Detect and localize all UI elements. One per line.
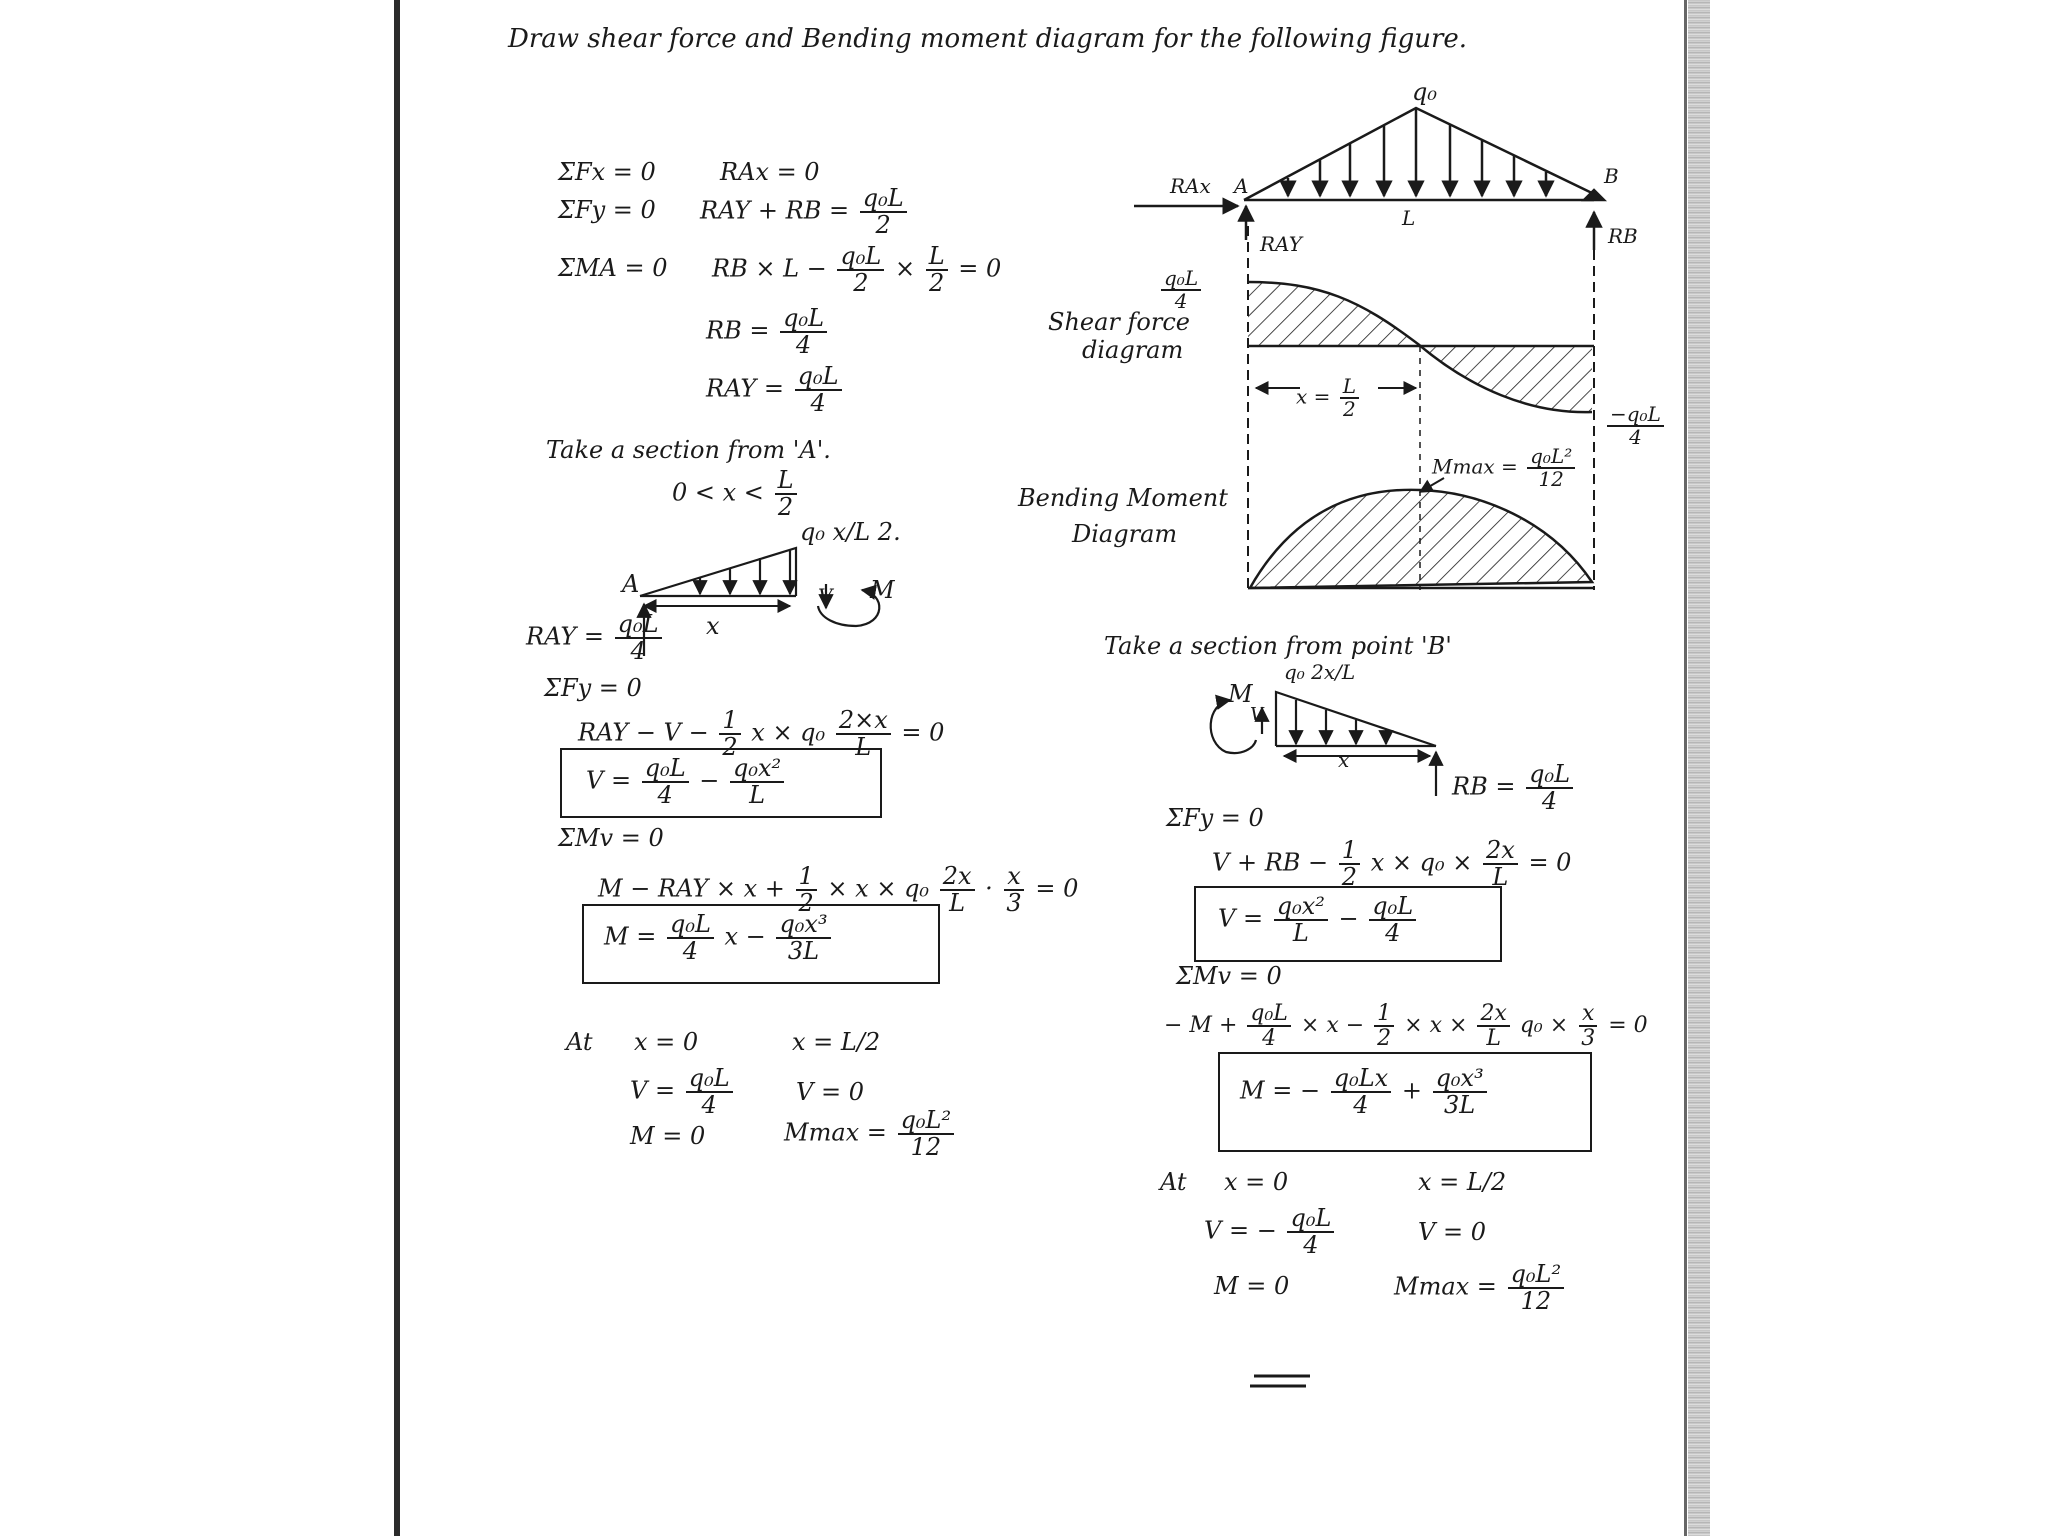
fig-span-label: L bbox=[1402, 206, 1416, 230]
left-at-label: At bbox=[566, 1028, 593, 1056]
bmd-hatched-area bbox=[1250, 490, 1592, 588]
left-fbd-ray-label: RAY = $\frac{\text{q₀L}}{4}$ bbox=[526, 612, 665, 664]
right-sum-mv: ΣMv = 0 bbox=[1176, 962, 1282, 990]
sum-ma-eq: ΣMA = 0 bbox=[558, 254, 668, 282]
right-m-at-x0: M = 0 bbox=[1214, 1272, 1290, 1300]
left-v-at-x0: V = $\frac{\text{q₀L}}{4}$ bbox=[630, 1066, 736, 1118]
left-fbd-load bbox=[640, 548, 796, 596]
left-sum-fy: ΣFy = 0 bbox=[544, 674, 642, 702]
left-shear-result: V = $\frac{\text{q₀L}}{4}$ − $\frac{\text{q₀x²}}{L}$ bbox=[586, 756, 787, 808]
left-fbd-x-label: x bbox=[706, 612, 720, 640]
sum-fx-eq: ΣFx = 0 bbox=[558, 158, 656, 186]
right-moment-eq: − M + $\frac{\text{q₀L}}{4}$ × x − $\frac{1}{2}$ × x × $\frac{2x}{L}$ q₀ × $\frac{x}{3}$ = 0 bbox=[1164, 1001, 1648, 1052]
right-fbd-moment-arc bbox=[1211, 700, 1256, 753]
left-fbd-moment-arc bbox=[818, 590, 879, 626]
left-at-x0: x = 0 bbox=[634, 1028, 699, 1056]
right-at-xhalf: x = L/2 bbox=[1418, 1168, 1507, 1196]
right-v-at-x0: V = − $\frac{\text{q₀L}}{4}$ bbox=[1204, 1206, 1337, 1258]
left-mmax: Mmax = $\frac{\text{q₀L²}}{12}$ bbox=[784, 1108, 957, 1160]
right-shear-result: V = $\frac{\text{q₀x²}}{L}$ − $\frac{\text{q₀L}}{4}$ bbox=[1218, 894, 1419, 946]
left-moment-result: M = $\frac{\text{q₀L}}{4}$ x − $\frac{\text{q₀x³}}{3L}$ bbox=[604, 912, 834, 964]
right-fbd-x-label: x bbox=[1338, 748, 1350, 772]
right-v-at-xhalf: V = 0 bbox=[1418, 1218, 1486, 1246]
moment-a-eq: RB × L − $\frac{\text{q₀L}}{2}$ × $\frac{L}{2}$ = 0 bbox=[712, 242, 1002, 298]
bmd-title-line2: Diagram bbox=[1072, 520, 1178, 548]
triangular-load-outline bbox=[1244, 108, 1594, 200]
left-v-at-xhalf: V = 0 bbox=[796, 1078, 864, 1106]
fig-rb-label: RB bbox=[1608, 224, 1638, 248]
right-fbd bbox=[1211, 692, 1436, 796]
left-moment-eq: M − RAY × x + $\frac{1}{2}$ × x × q₀ $\frac{2x}{L}$ · $\frac{x}{3}$ = 0 bbox=[598, 862, 1079, 918]
bmd-title-line1: Bending Moment bbox=[1018, 484, 1228, 512]
right-shear-eq: V + RB − $\frac{1}{2}$ x × q₀ × $\frac{2x}{L}$ = 0 bbox=[1212, 836, 1572, 892]
page-title: Draw shear force and Bending moment diagram for the following figure. bbox=[508, 24, 1468, 54]
left-fbd-v-label: V bbox=[818, 584, 833, 608]
left-fbd-point-a: A bbox=[622, 570, 640, 598]
right-fbd-v-label: V bbox=[1250, 704, 1263, 725]
left-fbd-m-label: M bbox=[870, 576, 895, 604]
fy-balance-eq: RAY + RB = $\frac{\text{q₀L}}{2}$ bbox=[700, 186, 910, 238]
right-sum-fy: ΣFy = 0 bbox=[1166, 804, 1264, 832]
fig-q0-label: q₀ bbox=[1412, 78, 1437, 106]
sfd-min-label: $\frac{\text{−q₀L}}{4}$ bbox=[1604, 404, 1667, 448]
right-at-label: At bbox=[1160, 1168, 1187, 1196]
right-fbd-load-label: q₀ 2x/L bbox=[1284, 660, 1356, 684]
rb-result-eq: RB = $\frac{\text{q₀L}}{4}$ bbox=[706, 306, 830, 358]
right-moment-result: M = − $\frac{\text{q₀Lx}}{4}$ + $\frac{\text{q₀x³}}{3L}$ bbox=[1240, 1066, 1490, 1118]
end-mark bbox=[1250, 1376, 1310, 1386]
fig-point-b: B bbox=[1604, 164, 1619, 188]
bmd-max-label: Mmax = $\frac{\text{q₀L²}}{12}$ bbox=[1432, 446, 1578, 490]
sfd-title-line1: Shear force bbox=[1048, 308, 1190, 336]
left-shear-eq: RAY − V − $\frac{1}{2}$ x × q₀ $\frac{2\times x}{L}$ = 0 bbox=[578, 706, 945, 762]
section-b-title: Take a section from point 'B' bbox=[1104, 632, 1452, 660]
section-a-title: Take a section from 'A'. bbox=[546, 436, 831, 464]
ray-result-eq: RAY = $\frac{\text{q₀L}}{4}$ bbox=[706, 364, 845, 416]
right-fbd-rb-label: RB = $\frac{\text{q₀L}}{4}$ bbox=[1452, 762, 1576, 814]
left-at-xhalf: x = L/2 bbox=[792, 1028, 881, 1056]
sfd-title-line2: diagram bbox=[1082, 336, 1184, 364]
left-fbd bbox=[640, 548, 879, 656]
left-fbd-load-label: q₀ x/L 2. bbox=[800, 518, 901, 546]
fig-point-a: A bbox=[1234, 174, 1249, 198]
right-mmax: Mmax = $\frac{\text{q₀L²}}{12}$ bbox=[1394, 1262, 1567, 1314]
sfd-x-half-label: x = $\frac{L}{2}$ bbox=[1296, 376, 1362, 420]
sfd-max-label: $\frac{\text{q₀L}}{4}$ bbox=[1158, 268, 1204, 312]
right-at-x0: x = 0 bbox=[1224, 1168, 1289, 1196]
left-sum-mv: ΣMv = 0 bbox=[558, 824, 664, 852]
rax-zero-eq: RAx = 0 bbox=[720, 158, 820, 186]
section-range: 0 < x < $\frac{L}{2}$ bbox=[672, 468, 800, 520]
right-fbd-m-label: M bbox=[1228, 680, 1253, 708]
sum-fy-eq: ΣFy = 0 bbox=[558, 196, 656, 224]
bending-moment-diagram bbox=[1248, 478, 1594, 588]
fig-rax-label: RAx bbox=[1170, 174, 1211, 198]
left-m-at-x0: M = 0 bbox=[630, 1122, 706, 1150]
fig-ray-label: RAY bbox=[1260, 232, 1302, 256]
